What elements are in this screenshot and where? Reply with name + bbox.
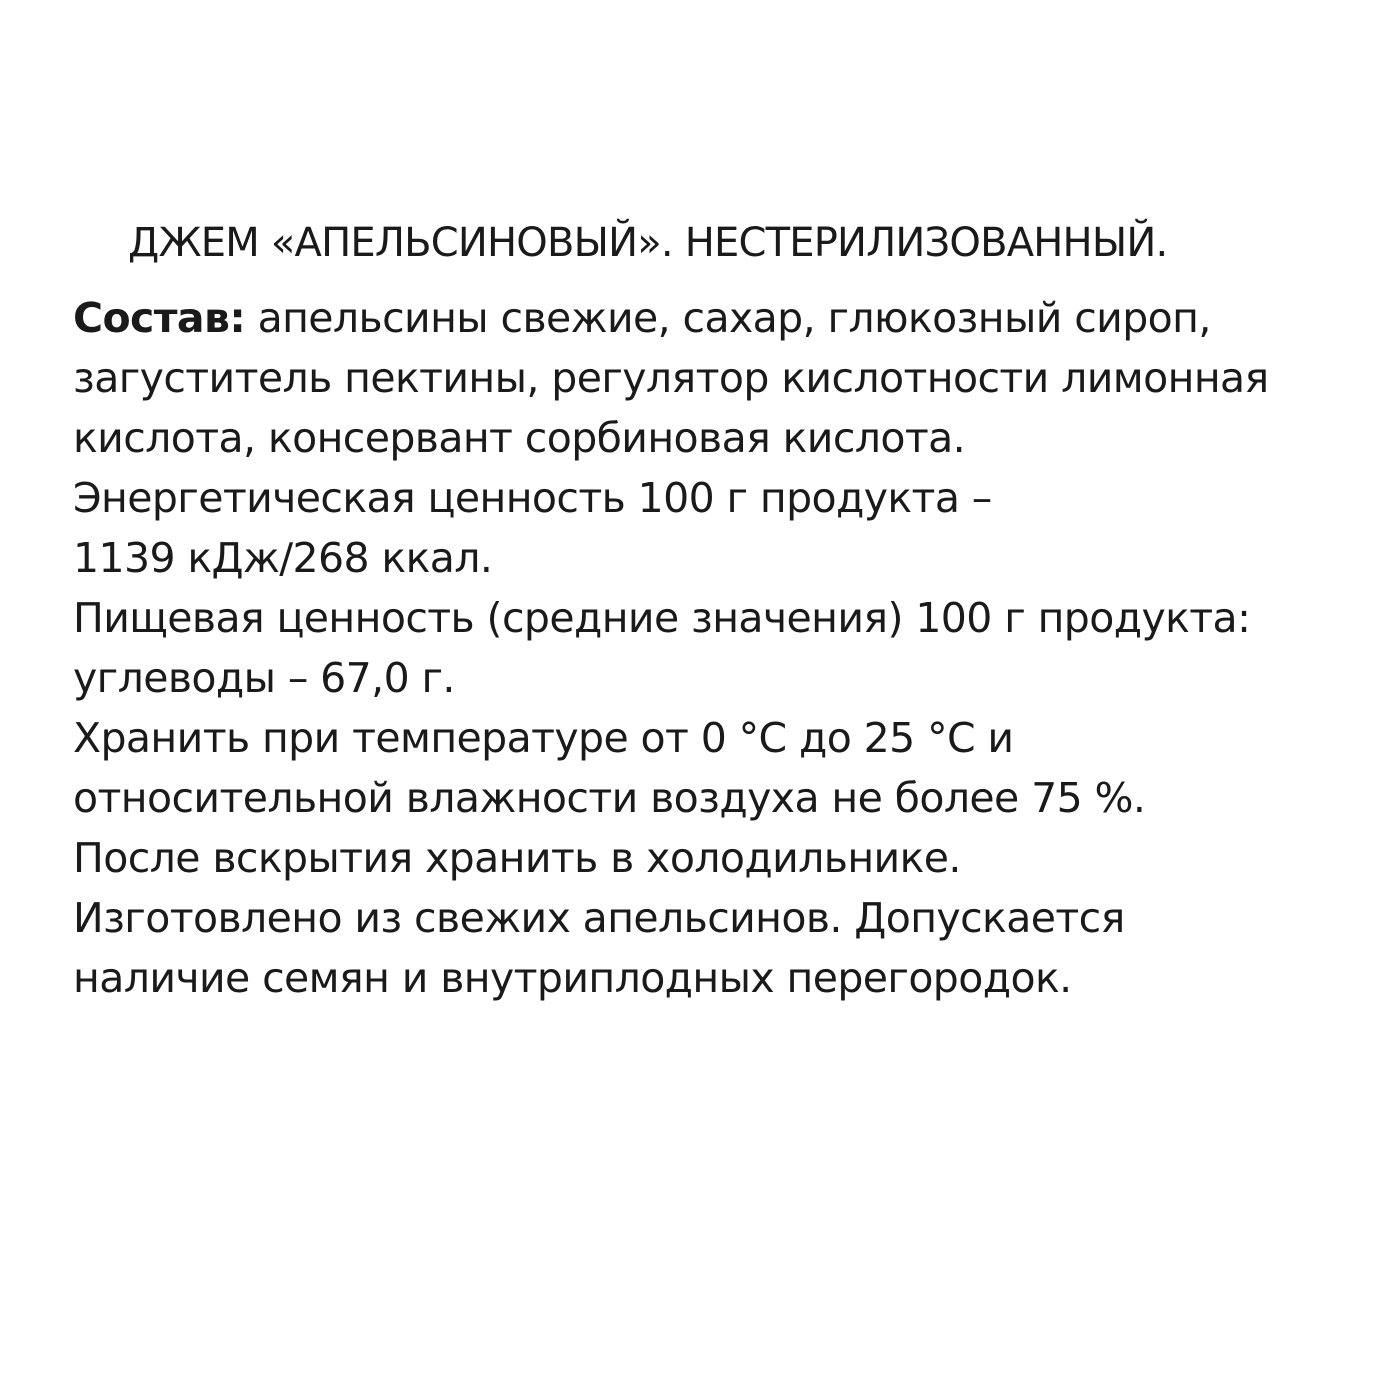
energy-line-1: Энергетическая ценность 100 г продукта –	[73, 474, 992, 522]
nutrition-line-2: углеводы – 67,0 г.	[73, 654, 455, 702]
note-line-1: Изготовлено из свежих апельсинов. Допускается	[73, 894, 1125, 942]
storage-line-2: относительной влажности воздуха не более 75 %.	[73, 774, 1146, 822]
storage-line-1: Хранить при температуре от 0 °С до 25 °С и	[73, 714, 1014, 762]
composition-line-1	[73, 292, 1211, 344]
nutrition-line-1: Пищевая ценность (средние значения) 100 г продукта:	[73, 594, 1251, 642]
composition-label: Состав:	[73, 294, 246, 342]
composition-line-3: кислота, консервант сорбиновая кислота.	[73, 414, 966, 462]
product-title: ДЖЕМ «АПЕЛЬСИНОВЫЙ». НЕСТЕРИЛИЗОВАННЫЙ.	[128, 220, 1168, 266]
energy-line-2: 1139 кДж/268 ккал.	[73, 534, 493, 582]
note-line-2: наличие семян и внутриплодных перегородок.	[73, 954, 1072, 1002]
storage-line-3: После вскрытия хранить в холодильнике.	[73, 834, 961, 882]
composition-line-2: загуститель пектины, регулятор кислотности лимонная	[73, 354, 1269, 402]
composition-text-1: апельсины свежие, сахар, глюкозный сироп,	[245, 294, 1211, 342]
